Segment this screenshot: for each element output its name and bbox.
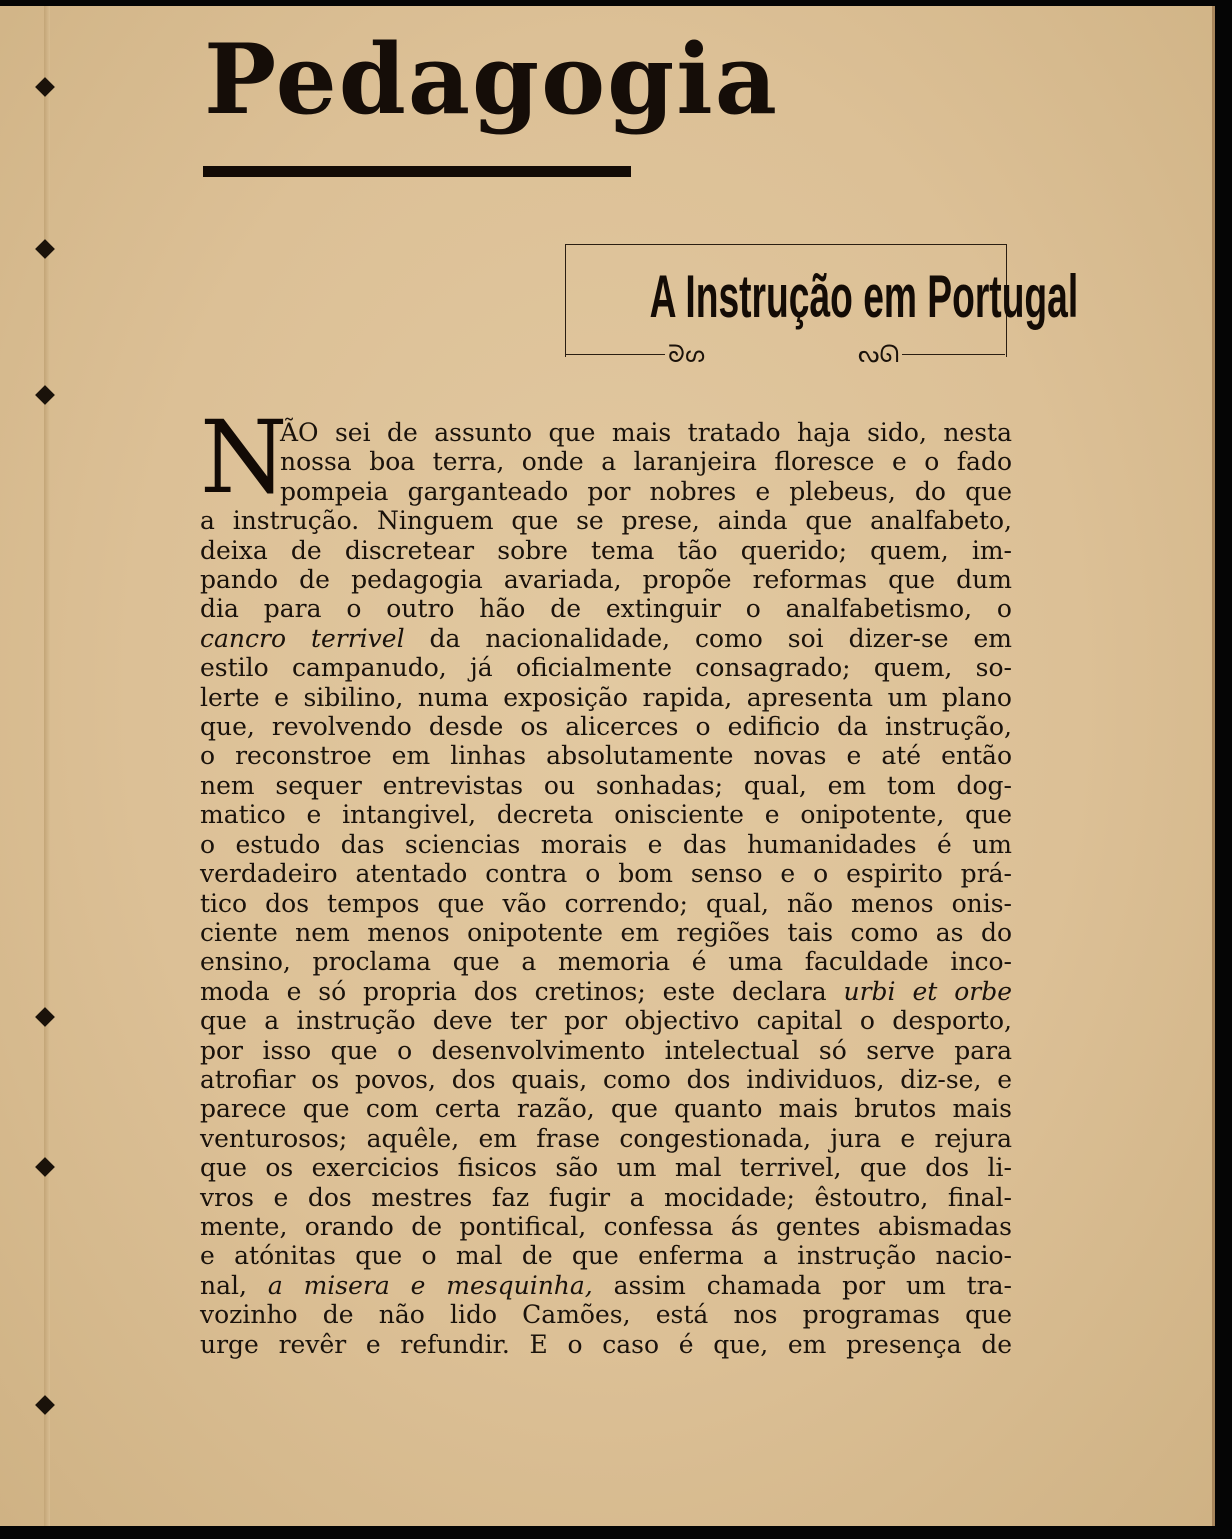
scroll-ornament-left-icon: ᘐᔕ <box>668 340 706 368</box>
text-line <box>200 447 1012 476</box>
text-run: mente, orando de pontifical, confessa ás gentes abismadas <box>200 1211 1012 1241</box>
text-run: deixa de discretear sobre tema tão querido; quem, im- <box>200 535 1012 565</box>
text-line <box>200 800 1012 829</box>
text-run: ensino, proclama que a memoria é uma faculdade inco- <box>200 947 1012 977</box>
text-run: estilo campanudo, já oficialmente consagrado; quem, so- <box>200 653 1012 683</box>
frame-bottom-right-line <box>902 354 1005 355</box>
text-run: que os exercicios fisicos são um mal terrivel, que dos li- <box>200 1153 1012 1183</box>
text-line <box>200 418 1012 447</box>
section-title: Pedagogia <box>204 23 779 136</box>
title-underline <box>203 166 631 177</box>
article-title: A Instrução em Portugal <box>649 263 1079 330</box>
text-run: venturosos; aquêle, em frase congestionada, jura e rejura <box>200 1123 1012 1153</box>
article-title-frame <box>565 244 1079 357</box>
text-line <box>200 1241 1012 1270</box>
binding-stitch <box>35 239 55 259</box>
text-run: o reconstroe em linhas absolutamente novas e até então <box>200 741 1012 771</box>
text-run: a instrução. Ninguem que se prese, ainda que analfabeto, <box>200 506 1012 536</box>
text-line <box>200 889 1012 918</box>
text-line <box>200 594 1012 623</box>
text-line <box>200 1153 1012 1182</box>
text-line <box>200 1212 1012 1241</box>
binding-edge <box>44 6 50 1526</box>
text-line <box>200 830 1012 859</box>
text-run: ÃO sei de assunto que mais tratado haja sido, nesta <box>280 418 1012 447</box>
text-line <box>200 977 1012 1006</box>
binding-stitch <box>35 77 55 97</box>
text-run: vros e dos mestres faz fugir a mocidade; êstoutro, final- <box>200 1182 1012 1212</box>
text-line <box>200 1124 1012 1153</box>
italic-phrase: cancro terrivel <box>200 623 405 653</box>
text-line <box>200 1006 1012 1035</box>
text-run: matico e intangivel, decreta onisciente e onipotente, que <box>200 800 1012 830</box>
article-body <box>200 418 1012 1359</box>
text-line <box>200 536 1012 565</box>
text-line <box>200 741 1012 770</box>
text-run: ciente nem menos onipotente em regiões tais como as do <box>200 917 1012 947</box>
text-run: que a instrução deve ter por objectivo capital o desporto, <box>200 1006 1012 1036</box>
text-line <box>200 918 1012 947</box>
text-run: e atónitas que o mal de que enferma a instrução nacio- <box>200 1241 1012 1271</box>
text-line <box>200 947 1012 976</box>
text-line <box>200 1183 1012 1212</box>
text-line <box>200 624 1012 653</box>
text-run: nem sequer entrevistas ou sonhadas; qual, em tom dog- <box>200 770 1012 800</box>
text-run: pompeia garganteado por nobres e plebeus, do que <box>280 476 1012 506</box>
text-run: nossa boa terra, onde a laranjeira floresce e o fado <box>280 447 1012 477</box>
text-run: assim chamada por um tra- <box>592 1270 1012 1300</box>
binding-stitch <box>35 1395 55 1415</box>
text-run: tico dos tempos que vão correndo; qual, não menos onis- <box>200 888 1012 918</box>
text-line <box>200 1094 1012 1123</box>
text-line <box>200 565 1012 594</box>
text-run: que, revolvendo desde os alicerces o edificio da instrução, <box>200 712 1012 742</box>
text-line <box>200 712 1012 741</box>
text-run: da nacionalidade, como soi dizer-se em <box>404 623 1012 653</box>
text-run: urge revêr e refundir. E o caso é que, em presença de <box>200 1329 1012 1359</box>
binding-stitch <box>35 385 55 405</box>
text-run: parece que com certa razão, que quanto mais brutos mais <box>200 1094 1012 1124</box>
italic-phrase: urbi et orbe <box>843 976 1012 1006</box>
text-run: verdadeiro atentado contra o bom senso e o espirito prá- <box>200 859 1012 889</box>
drop-cap: N <box>200 399 288 516</box>
text-run: atrofiar os povos, dos quais, como dos individuos, diz-se, e <box>200 1064 1012 1094</box>
text-line <box>200 1036 1012 1065</box>
text-run: por isso que o desenvolvimento intelectual só serve para <box>200 1035 1012 1065</box>
text-run: nal, <box>200 1270 268 1300</box>
text-run: pando de pedagogia avariada, propõe reformas que dum <box>200 565 1012 595</box>
text-run: vozinho de não lido Camões, está nos programas que <box>200 1300 1012 1330</box>
text-line <box>200 653 1012 682</box>
italic-phrase: a misera e mesquinha, <box>267 1270 593 1300</box>
text-run: lerte e sibilino, numa exposição rapida, apresenta um plano <box>200 682 1012 712</box>
text-run: o estudo das sciencias morais e das humanidades é um <box>200 829 1012 859</box>
text-line <box>200 506 1012 535</box>
text-line <box>200 683 1012 712</box>
text-line <box>200 1300 1012 1329</box>
binding-stitch <box>35 1007 55 1027</box>
text-line <box>200 477 1012 506</box>
text-line <box>200 1330 1012 1359</box>
text-run: dia para o outro hão de extinguir o analfabetismo, o <box>200 594 1012 624</box>
text-line <box>200 1271 1012 1300</box>
text-line <box>200 859 1012 888</box>
scroll-ornament-right-icon: ᔓᘏ <box>858 340 900 368</box>
text-run: moda e só propria dos cretinos; este declara <box>200 976 844 1006</box>
binding-stitch <box>35 1157 55 1177</box>
text-line <box>200 771 1012 800</box>
frame-bottom-left-line <box>565 354 665 355</box>
text-line <box>200 1065 1012 1094</box>
